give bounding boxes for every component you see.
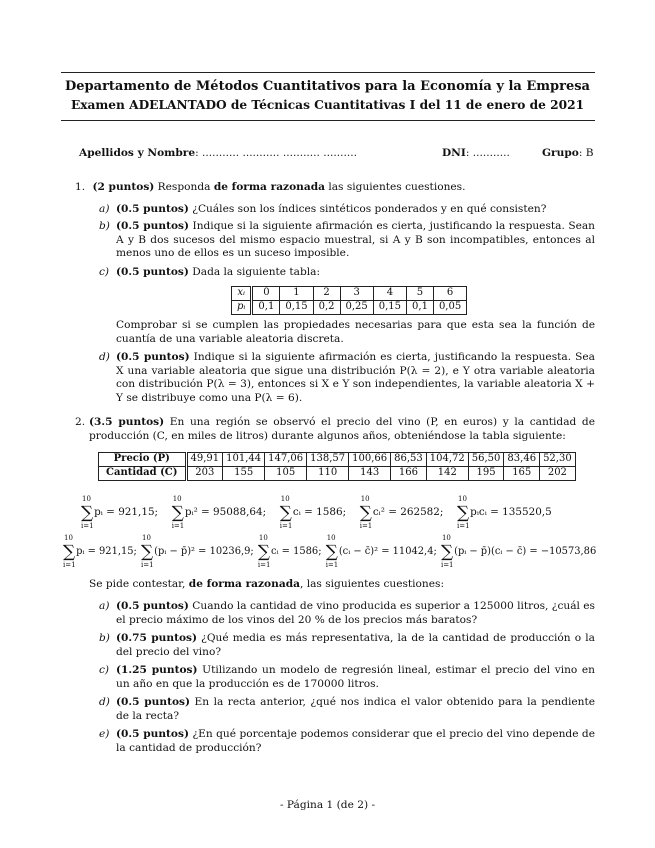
- wine-table: [98, 452, 576, 481]
- table-cell: 5: [407, 287, 434, 301]
- sigma-symbol: ∑ 10 i=1: [359, 495, 373, 530]
- q1-d-points: (0.5 puntos): [116, 351, 190, 363]
- name-field[interactable]: : ........... ........... ........... ..........: [195, 147, 357, 159]
- table-cell: 0: [252, 287, 280, 301]
- sum-expr: cᵢ² = 262582;: [372, 506, 444, 518]
- table-cell: 143: [349, 467, 391, 481]
- question-2: [75, 416, 595, 443]
- q2-b: [99, 632, 595, 659]
- dni-field[interactable]: : ...........: [465, 147, 510, 159]
- group-value: : B: [578, 147, 594, 159]
- student-info-row: [79, 147, 597, 161]
- q2-d: [99, 696, 595, 723]
- q2-c-text: Utilizando un modelo de regresión lineal, estimar el precio del vino en un año en que la producción es de 170000 litros.: [116, 664, 596, 690]
- table-cell: 0,15: [280, 300, 313, 314]
- table-cell: 195: [468, 467, 504, 481]
- q2-ask-end: , las siguientes cuestiones:: [299, 578, 445, 590]
- q2-c-points: (1.25 puntos): [116, 664, 198, 676]
- q1-c: [99, 266, 595, 280]
- q1-d-label: d): [99, 351, 110, 363]
- table-cell: 202: [540, 467, 576, 481]
- q1-d-text: Indique si la siguiente afirmación es cierta, justificando la respuesta. Sea X una variable aleatoria que sigue una distribución P(λ = 2), e Y otra variable aleatoria con distribución P(λ = 3), entonces si X e Y son independientes, la variable aleatoria X + Y se distribuye como una P(λ = 6).: [116, 351, 595, 404]
- q1-b-label: b): [99, 220, 110, 232]
- sigma-symbol: ∑ 10 i=1: [63, 534, 76, 569]
- sum-expr: pᵢ = 921,15;: [94, 506, 159, 518]
- q2-c: [99, 664, 595, 691]
- name-label: Apellidos y Nombre: [79, 147, 196, 159]
- q2-b-text: ¿Qué media es más representativa, la de la cantidad de producción o la del precio del vino?: [116, 632, 596, 658]
- sigma-symbol: ∑ 10 i=1: [171, 495, 185, 530]
- table-cell: 4: [373, 287, 406, 301]
- x-label: xᵢ: [232, 287, 252, 301]
- q2-d-label: d): [99, 696, 110, 708]
- q2-d-text: En la recta anterior, ¿qué nos indica el valor obtenido para la pendiente de la recta?: [116, 696, 595, 722]
- department-title: Departamento de Métodos Cuantitativos para la Economía y la Empresa: [65, 79, 590, 94]
- q1-c-after: [99, 319, 595, 346]
- q2-ask: [89, 578, 444, 592]
- table-cell: 56,50: [468, 453, 504, 467]
- distribution-table: [231, 286, 467, 315]
- page-footer: - Página 1 (de 2) -: [279, 799, 376, 811]
- q1-text-end: las siguientes cuestiones.: [324, 181, 466, 193]
- table-cell: 3: [340, 287, 373, 301]
- sigma-symbol: ∑ 10 i=1: [457, 495, 470, 530]
- table-cell: 166: [391, 467, 427, 481]
- q1-a: [99, 203, 595, 217]
- sigma-symbol: ∑ 10 i=1: [257, 534, 271, 569]
- q2-e-text: ¿En qué porcentaje podemos considerar que el precio del vino depende de la cantidad de producción?: [116, 728, 595, 754]
- group-label: Grupo: [542, 147, 579, 159]
- table-cell: 203: [186, 467, 223, 481]
- sum-expr: pᵢcᵢ = 135520,5: [470, 506, 552, 518]
- q2-c-label: c): [99, 664, 110, 676]
- q1-number: 1.: [75, 181, 86, 193]
- q1-a-points: (0.5 puntos): [116, 203, 189, 215]
- table-cell: 0,05: [433, 300, 466, 314]
- q2-d-points: (0.5 puntos): [116, 696, 191, 708]
- exam-title: Examen ADELANTADO de Técnicas Cuantitativas I del 11 de enero de 2021: [70, 98, 585, 112]
- table-cell: 0,1: [252, 300, 280, 314]
- table-cell: 6: [433, 287, 466, 301]
- sum-expr: (pᵢ − p̄)² = 10236,9;: [154, 546, 254, 557]
- table-cell: 138,57: [307, 453, 349, 467]
- q2-a-points: (0.5 puntos): [116, 600, 189, 612]
- q1-a-text: ¿Cuáles son los índices sintéticos ponderados y en qué consisten?: [188, 203, 547, 215]
- table-cell: 83,46: [504, 453, 540, 467]
- q2-intro: En una región se observó el precio del vino (P, en euros) y la cantidad de producción (C, en miles de litros) durante algunos años, obteniéndose la tabla siguiente:: [89, 416, 595, 442]
- top-rule: [61, 72, 595, 73]
- table-cell: 101,44: [223, 453, 265, 467]
- table-cell: 0,2: [313, 300, 340, 314]
- sigma-symbol: ∑ 10 i=1: [325, 534, 339, 569]
- q1-c-text: Dada la siguiente tabla:: [188, 266, 321, 278]
- table-cell: 100,66: [349, 453, 391, 467]
- table-cell: 0,25: [340, 300, 373, 314]
- table-cell: 147,06: [265, 453, 307, 467]
- sums-line-2: [62, 534, 597, 569]
- q1-b: [99, 220, 595, 261]
- q2-a: [99, 600, 595, 627]
- table-cell: 110: [307, 467, 349, 481]
- q1-b-text: Indique si la siguiente afirmación es cierta, justificando la respuesta. Sean A y B dos sucesos del mismo espacio muestral, si A y B son incompatibles, entonces al menos uno de ellos es un suceso imposible.: [116, 220, 595, 260]
- q2-e-label: e): [99, 728, 110, 740]
- q2-a-label: a): [99, 600, 110, 612]
- dni-label: DNI: [442, 147, 466, 159]
- table-cell: 49,91: [186, 453, 223, 467]
- table-row: [99, 467, 576, 481]
- q1-points: (2 puntos): [92, 181, 155, 193]
- table-row: [232, 300, 467, 314]
- table-cell: 1: [280, 287, 313, 301]
- table-cell: 104,72: [426, 453, 468, 467]
- table-cell: 2: [313, 287, 340, 301]
- q1-text: Responda: [154, 181, 214, 193]
- table-cell: 105: [265, 467, 307, 481]
- table-cell: 86,53: [391, 453, 427, 467]
- p-label: pᵢ: [232, 300, 252, 314]
- sigma-symbol: ∑ 10 i=1: [279, 495, 293, 530]
- q1-d: [99, 351, 595, 405]
- table-cell: 52,30: [540, 453, 576, 467]
- q2-points: (3.5 puntos): [89, 416, 165, 428]
- table-row: [232, 287, 467, 301]
- q1-b-points: (0.5 puntos): [116, 220, 190, 232]
- sigma-symbol: ∑ 10 i=1: [81, 495, 94, 530]
- q1-c-points: (0.5 puntos): [116, 266, 189, 278]
- sum-expr: (pᵢ − p̄)(cᵢ − c̄) = −10573,86: [454, 546, 597, 557]
- sum-expr: cᵢ = 1586;: [271, 546, 322, 557]
- table-cell: 155: [223, 467, 265, 481]
- table-cell: 0,1: [407, 300, 434, 314]
- sums-line-1: [80, 495, 552, 530]
- q1-c-after-text: Comprobar si se cumplen las propiedades necesarias para que esta sea la función de cuantía de una variable aleatoria discreta.: [116, 319, 595, 345]
- q2-ask-text: Se pide contestar,: [89, 578, 189, 590]
- sum-expr: pᵢ² = 95088,64;: [184, 506, 267, 518]
- q2-e-points: (0.5 puntos): [116, 728, 189, 740]
- q2-ask-bold: de forma razonada: [188, 578, 300, 590]
- sigma-symbol: ∑ 10 i=1: [440, 534, 454, 569]
- q1-bold: de forma razonada: [213, 181, 325, 193]
- sigma-symbol: ∑ 10 i=1: [141, 534, 154, 569]
- q1-c-label: c): [99, 266, 110, 278]
- table-row: [99, 453, 576, 467]
- q2-b-label: b): [99, 632, 110, 644]
- q1-a-label: a): [99, 203, 110, 215]
- q2-number: 2.: [75, 416, 86, 428]
- q2-e: [99, 728, 595, 755]
- table-cell: 0,15: [373, 300, 406, 314]
- table-cell: 142: [426, 467, 468, 481]
- sum-expr: (cᵢ − c̄)² = 11042,4;: [338, 546, 437, 557]
- sum-expr: cᵢ = 1586;: [292, 506, 347, 518]
- q2-a-text: Cuando la cantidad de vino producida es superior a 125000 litros, ¿cuál es el precio máximo de los vinos del 20 % de los precios más baratos?: [116, 600, 595, 626]
- q2-b-points: (0.75 puntos): [116, 632, 198, 644]
- sum-expr: pᵢ = 921,15;: [76, 546, 137, 557]
- precio-label: Precio (P): [99, 453, 187, 467]
- question-1: [75, 181, 595, 195]
- table-cell: 165: [504, 467, 540, 481]
- cantidad-label: Cantidad (C): [99, 467, 187, 481]
- header-rule: [61, 120, 595, 121]
